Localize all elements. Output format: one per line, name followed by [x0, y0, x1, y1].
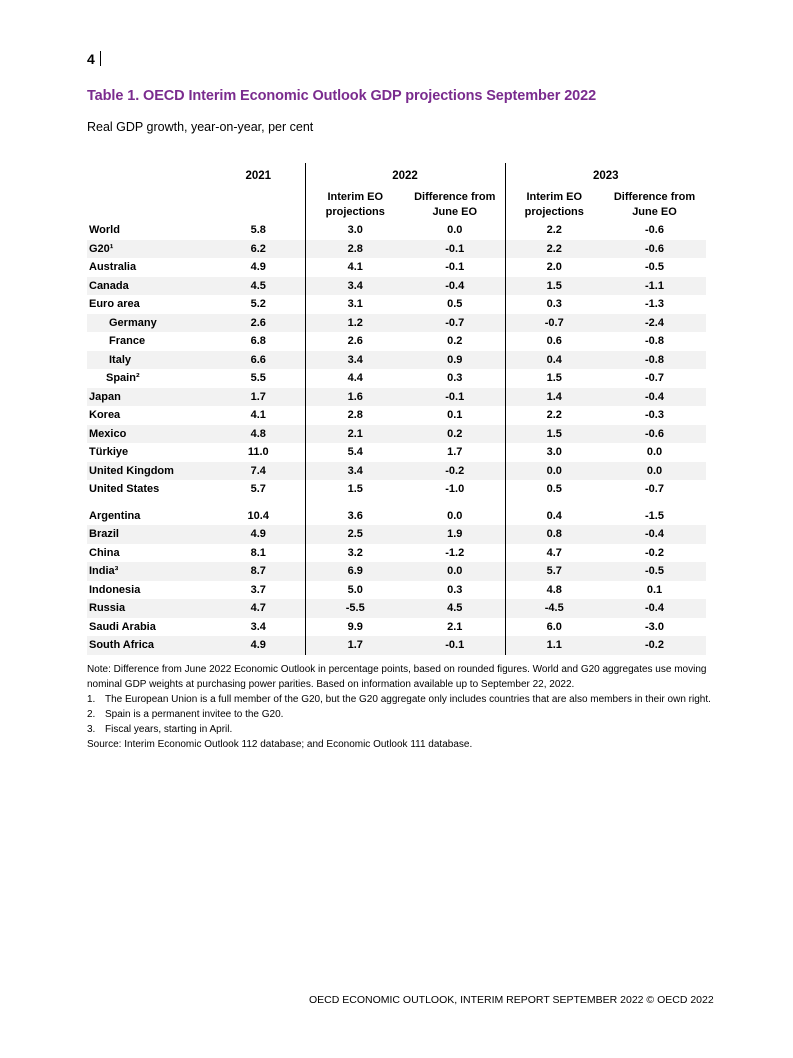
cell-d2022: -1.0 [445, 483, 465, 496]
cell-d2022: 0.0 [447, 224, 463, 237]
table-row [87, 277, 706, 296]
gdp-projections-table [87, 163, 706, 655]
cell-d2022: 2.1 [447, 620, 463, 633]
table-row [87, 406, 706, 425]
cell-p2023: 0.8 [505, 525, 603, 544]
cell-d2023: -3.0 [645, 620, 664, 633]
cell-p2022: 6.9 [305, 562, 405, 581]
table-row [87, 295, 706, 314]
country-name: Germany [87, 314, 212, 333]
country-name: Saudi Arabia [89, 620, 156, 633]
cell-p2023: 0.4 [505, 507, 603, 526]
footnote-3: 3. Fiscal years, starting in April. [87, 724, 233, 735]
cell-d2022: 0.2 [447, 335, 463, 348]
cell-p2023: 4.7 [505, 544, 603, 563]
country-name: Argentina [89, 509, 141, 522]
cell-d2022: -0.1 [445, 261, 465, 274]
cell-p2022: 2.8 [305, 240, 405, 259]
cell-d2023: 0.0 [603, 462, 706, 481]
cell-p2023: 5.7 [505, 562, 603, 581]
cell-d2023: -1.3 [645, 298, 664, 311]
cell-d2022: 0.3 [447, 583, 463, 596]
table-row [87, 425, 706, 444]
cell-d2023: -0.5 [603, 562, 706, 581]
table-row [87, 258, 706, 277]
table-row [87, 240, 706, 259]
year-2022-header: 2022 [305, 163, 505, 189]
country-name: France [109, 335, 146, 348]
table-row [87, 332, 706, 351]
table-row [87, 581, 706, 600]
cell-p2023: 0.6 [505, 332, 603, 351]
cell-p2023: 0.3 [505, 295, 603, 314]
cell-v2021: 7.4 [212, 462, 305, 481]
country-name: South Africa [87, 636, 212, 655]
cell-d2023: -0.4 [603, 599, 706, 618]
source-text: Source: Interim Economic Outlook 112 database; and Economic Outlook 111 database. [87, 739, 473, 750]
country-name: World [89, 224, 120, 237]
cell-d2022: -0.4 [405, 277, 505, 296]
cell-p2022: 5.4 [305, 443, 405, 462]
table-row [87, 369, 706, 388]
cell-d2022: -0.7 [405, 314, 505, 333]
cell-v2021: 4.9 [212, 525, 305, 544]
cell-v2021: 3.7 [250, 583, 266, 596]
cell-d2023: -1.5 [645, 509, 664, 522]
country-name: Japan [87, 388, 212, 407]
note-text: Note: Difference from June 2022 Economic Outlook in percentage points, based on rounded figures. World and G20 aggregates use moving nominal GDP weights at purchasing power parities. Based on information available up to September 22, 2022. [87, 664, 707, 690]
footnote-1: 1. The European Union is a full member of the G20, but the G20 aggregate only includes countries that are also members in their own right. [87, 694, 711, 705]
cell-p2023: 0.0 [505, 462, 603, 481]
country-name: G20¹ [87, 240, 212, 259]
table-row [87, 525, 706, 544]
cell-d2022: 0.9 [405, 351, 505, 370]
diff-2022-header: Difference from June EO [414, 191, 496, 218]
cell-p2022: 2.5 [305, 525, 405, 544]
diff-2023-header: Difference from June EO [613, 191, 696, 218]
cell-d2022: -0.1 [405, 636, 505, 655]
table-row [87, 507, 706, 526]
cell-p2022: 3.2 [305, 544, 405, 563]
cell-p2022: 4.4 [305, 369, 405, 388]
cell-v2021: 6.6 [212, 351, 305, 370]
table-title: Table 1. OECD Interim Economic Outlook GDP projections September 2022 [87, 88, 597, 104]
cell-p2023: 2.2 [505, 406, 603, 425]
cell-p2023: 1.5 [505, 369, 603, 388]
country-name: Spain² [106, 372, 140, 385]
cell-d2023: -0.7 [645, 372, 664, 385]
country-name: United Kingdom [87, 462, 212, 481]
cell-p2022: 4.1 [305, 258, 405, 277]
cell-p2023: 1.4 [505, 388, 603, 407]
country-name: Brazil [87, 525, 212, 544]
cell-v2021: 5.8 [250, 224, 266, 237]
cell-d2022: 0.2 [405, 425, 505, 444]
cell-p2023: 2.2 [505, 240, 603, 259]
cell-d2022: 1.7 [447, 446, 463, 459]
year-2021-header: 2021 [245, 170, 272, 182]
cell-d2023: -2.4 [603, 314, 706, 333]
table-row [87, 443, 706, 462]
cell-v2021: 2.6 [212, 314, 305, 333]
proj-2022-header: Interim EO projections [305, 189, 405, 221]
cell-p2022: 3.4 [305, 351, 405, 370]
cell-p2022: 3.0 [305, 221, 405, 240]
country-name: Italy [87, 351, 212, 370]
cell-d2023: -0.7 [645, 483, 664, 496]
cell-p2023: 3.0 [505, 443, 603, 462]
cell-p2022: 3.6 [305, 507, 405, 526]
table-subtitle: Real GDP growth, year-on-year, per cent [87, 120, 314, 134]
table-row [87, 388, 706, 407]
cell-p2022: 9.9 [305, 618, 405, 637]
cell-d2022: 1.9 [405, 525, 505, 544]
cell-d2022: 0.0 [405, 562, 505, 581]
year-header-row [87, 163, 706, 189]
table-row [87, 462, 706, 481]
country-name: Canada [87, 277, 212, 296]
cell-v2021: 6.8 [250, 335, 266, 348]
cell-v2021: 3.4 [250, 620, 266, 633]
page-footer: OECD ECONOMIC OUTLOOK, INTERIM REPORT SEPTEMBER 2022 © OECD 2022 [309, 994, 714, 1006]
subheader-row [87, 189, 706, 221]
cell-d2022: 0.5 [447, 298, 463, 311]
table-row [87, 351, 706, 370]
cell-d2022: 0.0 [447, 509, 463, 522]
cell-v2021: 4.9 [212, 636, 305, 655]
cell-d2023: -0.2 [603, 636, 706, 655]
cell-p2023: -4.5 [505, 599, 603, 618]
cell-p2022: 3.4 [305, 462, 405, 481]
cell-d2023: -0.6 [603, 240, 706, 259]
cell-d2023: -0.3 [645, 409, 664, 422]
cell-v2021: 5.7 [250, 483, 266, 496]
cell-p2023: 1.5 [505, 425, 603, 444]
page-number: 4 [87, 51, 101, 67]
cell-v2021: 10.4 [247, 509, 269, 522]
country-name: Australia [89, 261, 137, 274]
cell-d2022: 0.3 [447, 372, 463, 385]
cell-d2023: -0.4 [603, 388, 706, 407]
cell-p2023: 0.5 [505, 480, 603, 499]
country-name: India³ [87, 562, 212, 581]
cell-v2021: 4.1 [250, 409, 266, 422]
cell-p2022: 2.8 [305, 406, 405, 425]
table-row [87, 480, 706, 499]
cell-p2023: 2.0 [505, 258, 603, 277]
cell-d2023: -0.8 [603, 351, 706, 370]
cell-p2022: 1.7 [305, 636, 405, 655]
cell-v2021: 5.5 [250, 372, 266, 385]
country-name: Russia [87, 599, 212, 618]
cell-d2023: -0.5 [645, 261, 664, 274]
country-name: Korea [89, 409, 121, 422]
cell-p2023: 0.4 [505, 351, 603, 370]
cell-p2022: 1.2 [305, 314, 405, 333]
footnote-2: 2. Spain is a permanent invitee to the G20. [87, 709, 284, 720]
cell-v2021: 4.5 [212, 277, 305, 296]
cell-p2022: 5.0 [305, 581, 405, 600]
table-row [87, 636, 706, 655]
cell-p2023: 1.1 [505, 636, 603, 655]
year-2023-header: 2023 [505, 163, 706, 189]
table-row [87, 618, 706, 637]
cell-v2021: 6.2 [212, 240, 305, 259]
cell-d2023: -0.2 [645, 546, 664, 559]
cell-d2023: 0.1 [646, 583, 663, 596]
table-row [87, 314, 706, 333]
cell-d2022: -1.2 [445, 546, 465, 559]
table-row [87, 544, 706, 563]
country-name: United States [89, 483, 160, 496]
cell-p2022: 2.6 [305, 332, 405, 351]
cell-d2023: -0.4 [603, 525, 706, 544]
cell-v2021: 11.0 [247, 446, 269, 459]
cell-p2022: 1.5 [305, 480, 405, 499]
cell-v2021: 8.7 [212, 562, 305, 581]
cell-v2021: 1.7 [212, 388, 305, 407]
proj-2023-header: Interim EO projections [505, 189, 603, 221]
country-name: Euro area [89, 298, 140, 311]
cell-d2022: 4.5 [405, 599, 505, 618]
cell-d2022: 0.1 [447, 409, 463, 422]
cell-d2022: -0.1 [405, 240, 505, 259]
cell-p2023: 4.8 [505, 581, 603, 600]
cell-v2021: 4.7 [212, 599, 305, 618]
cell-d2023: -0.6 [603, 425, 706, 444]
cell-p2022: 3.1 [305, 295, 405, 314]
table-row [87, 221, 706, 240]
cell-d2023: -1.1 [603, 277, 706, 296]
cell-p2023: 6.0 [505, 618, 603, 637]
table-notes [87, 662, 712, 752]
country-name: China [89, 546, 120, 559]
cell-p2022: 1.6 [305, 388, 405, 407]
country-name: Indonesia [89, 583, 141, 596]
cell-d2023: 0.0 [646, 446, 663, 459]
cell-p2022: 2.1 [305, 425, 405, 444]
country-name: Mexico [87, 425, 212, 444]
cell-d2022: -0.2 [405, 462, 505, 481]
cell-v2021: 8.1 [250, 546, 266, 559]
cell-v2021: 4.8 [212, 425, 305, 444]
cell-v2021: 4.9 [250, 261, 266, 274]
cell-p2023: -0.7 [505, 314, 603, 333]
table-row [87, 599, 706, 618]
cell-d2023: -0.6 [645, 224, 664, 237]
cell-p2022: 3.4 [305, 277, 405, 296]
table-row [87, 562, 706, 581]
cell-v2021: 5.2 [250, 298, 266, 311]
country-name: Türkiye [89, 446, 129, 459]
cell-p2023: 1.5 [505, 277, 603, 296]
cell-p2022: -5.5 [305, 599, 405, 618]
cell-d2022: -0.1 [405, 388, 505, 407]
cell-d2023: -0.8 [645, 335, 664, 348]
cell-p2023: 2.2 [505, 221, 603, 240]
group-separator [87, 499, 706, 507]
